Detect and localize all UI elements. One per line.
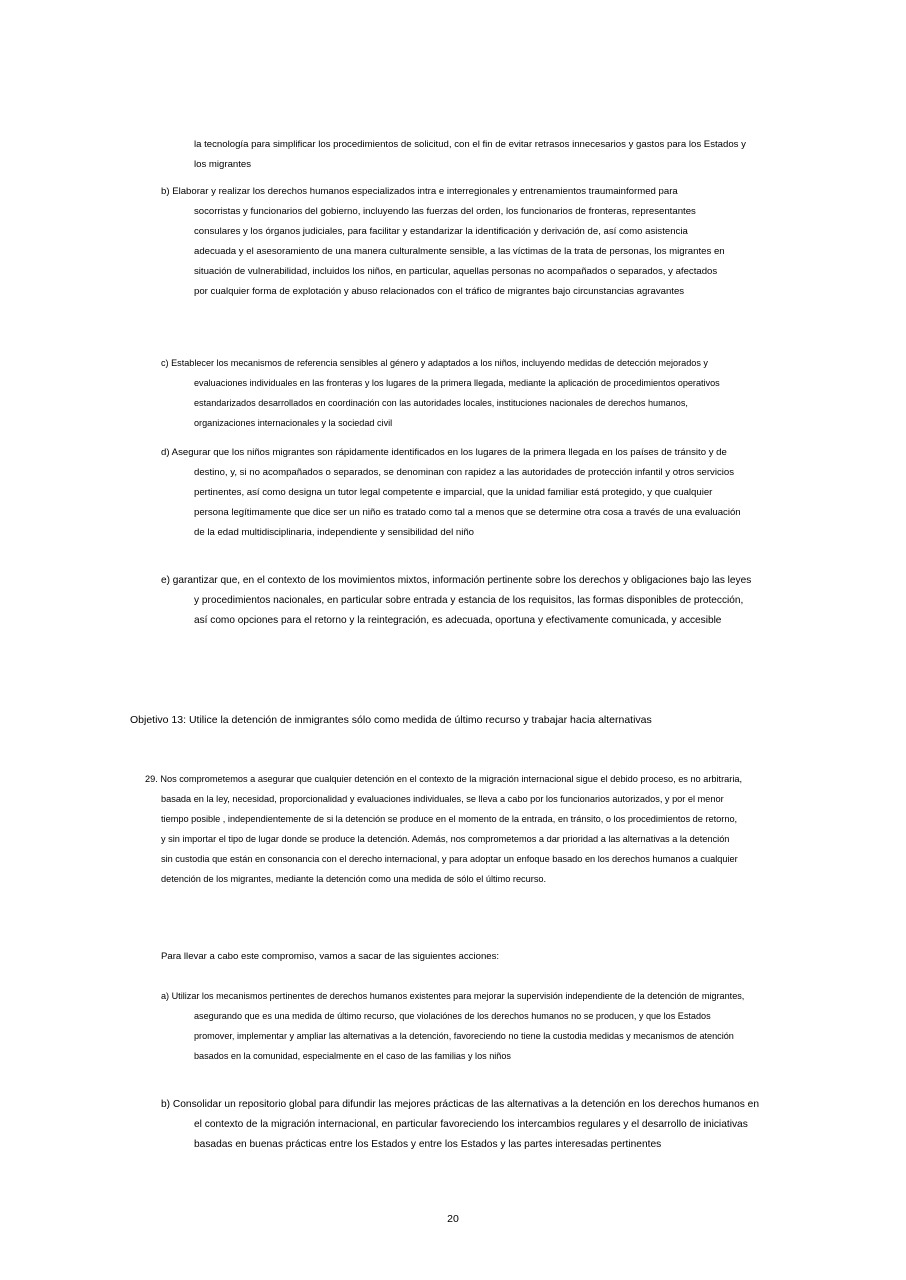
text-line: organizaciones internacionales y la sociedad civil (194, 418, 393, 428)
text-line: estandarizados desarrollados en coordinación con las autoridades locales, instituciones nacionales de derechos humanos, (194, 398, 688, 408)
list-item-b (0, 182, 725, 302)
text-line: tiempo posible , independientemente de si la detención se produce en el momento de la entrada, en tránsito, o los procedimientos de retorno, (161, 814, 738, 824)
text-line: consulares y los órganos judiciales, para facilitar y estandarizar la identificación y derivación de, así como asistencia (194, 226, 688, 237)
text-line: b) Elaborar y realizar los derechos humanos especializados intra e interregionales y entrenamientos traumainformed para (161, 186, 678, 197)
text-line: asegurando que es una medida de último recurso, que violaciónes de los derechos humanos no se producen, y que los Estados (194, 1011, 711, 1021)
text-line: basados en la comunidad, especialmente en el caso de las familias y los niños (194, 1051, 511, 1061)
text-line: situación de vulnerabilidad, incluidos los niños, en particular, aquellas personas no acompañados o separados, y afectados (194, 266, 718, 277)
text-line: destino, y, si no acompañados o separados, se denominan con rapidez a las autoridades de protección infantil y otros servicios (194, 467, 735, 478)
list-item-e (0, 571, 751, 631)
text-line: de la edad multidisciplinaria, independiente y sensibilidad del niño (194, 527, 475, 538)
action-a (0, 986, 744, 1066)
text-line: el contexto de la migración internacional, en particular favoreciendo los intercambios regulares y el desarrollo de iniciativas (194, 1119, 748, 1130)
text-line: socorristas y funcionarios del gobierno, incluyendo las fuerzas del orden, los funcionarios de fronteras, representantes (194, 206, 696, 217)
text-line: basadas en buenas prácticas entre los Estados y entre los Estados y las partes interesadas pertinentes (194, 1139, 662, 1150)
text-line: por cualquier forma de explotación y abuso relacionados con el tráfico de migrantes bajo circunstancias agravantes (194, 286, 685, 297)
text-line: sin custodia que están en consonancia con el derecho internacional, y para adoptar un enfoque basado en los derechos humanos a cualquier (161, 854, 738, 864)
list-item-d (0, 443, 741, 543)
text-line: b) Consolidar un repositorio global para difundir las mejores prácticas de las alternativas a la detención en los derechos humanos en (161, 1099, 760, 1110)
text-line: pertinentes, así como designa un tutor legal competente e imparcial, que la unidad familiar está protegido, y que cualquier (194, 487, 713, 498)
text-line: basada en la ley, necesidad, proporcionalidad y evaluaciones individuales, se lleva a cabo por los funcionarios autorizados, y por el menor (161, 794, 724, 804)
text-line: e) garantizar que, en el contexto de los movimientos mixtos, información pertinente sobre los derechos y obligaciones bajo las leyes (161, 575, 752, 586)
text-line: d) Asegurar que los niños migrantes son rápidamente identificados en los lugares de la primera llegada en los países de tránsito y de (161, 447, 727, 458)
action-b (0, 1095, 759, 1155)
text-line: detención de los migrantes, mediante la detención como una medida de sólo el último recurso. (161, 874, 547, 884)
heading-text: Objetivo 13: Utilice la detención de inmigrantes sólo como medida de último recurso y trabajar hacia alternativas (130, 714, 652, 726)
paragraph-29 (0, 769, 742, 889)
objective-heading (130, 710, 652, 730)
intro-text: Para llevar a cabo este compromiso, vamos a sacar de las siguientes acciones: (161, 951, 500, 962)
text-line: c) Establecer los mecanismos de referencia sensibles al género y adaptados a los niños, incluyendo medidas de detección mejorados y (161, 358, 708, 368)
text-line: la tecnología para simplificar los procedimientos de solicitud, con el fin de evitar retrasos innecesarios y gastos para los Estados y (194, 139, 746, 150)
text-line: los migrantes (194, 159, 252, 170)
text-line: promover, implementar y ampliar las alternativas a la detención, favoreciendo no tiene la custodia medidas y mecanismos de atención (194, 1031, 734, 1041)
actions-intro (161, 947, 499, 967)
page-number: 20 (447, 1213, 459, 1225)
text-line: y procedimientos nacionales, en particular sobre entrada y estancia de los requisitos, las formas disponibles de protección, (194, 595, 744, 606)
text-line: 29. Nos comprometemos a asegurar que cualquier detención en el contexto de la migración internacional sigue el debido proceso, es no arbitraria, (145, 774, 743, 784)
text-line: a) Utilizar los mecanismos pertinentes de derechos humanos existentes para mejorar la supervisión independiente de la detención de migrantes, (161, 991, 745, 1001)
list-item-c (0, 353, 720, 433)
text-line: y sin importar el tipo de lugar donde se produce la detención. Además, nos comprometemos a dar prioridad a las alternativas a la detención (161, 834, 730, 844)
continuation-paragraph (194, 135, 746, 175)
text-line: así como opciones para el retorno y la reintegración, es adecuada, oportuna y efectivamente comunicada, y accesible (194, 615, 722, 626)
text-line: adecuada y el asesoramiento de una manera culturalmente sensible, a las víctimas de la trata de personas, los migrantes en (194, 246, 725, 257)
text-line: persona legítimamente que dice ser un niño es tratado como tal a menos que se determine otra cosa a través de una evaluación (194, 507, 741, 518)
text-line: evaluaciones individuales en las fronteras y los lugares de la primera llegada, mediante la aplicación de procedimientos operativos (194, 378, 720, 388)
